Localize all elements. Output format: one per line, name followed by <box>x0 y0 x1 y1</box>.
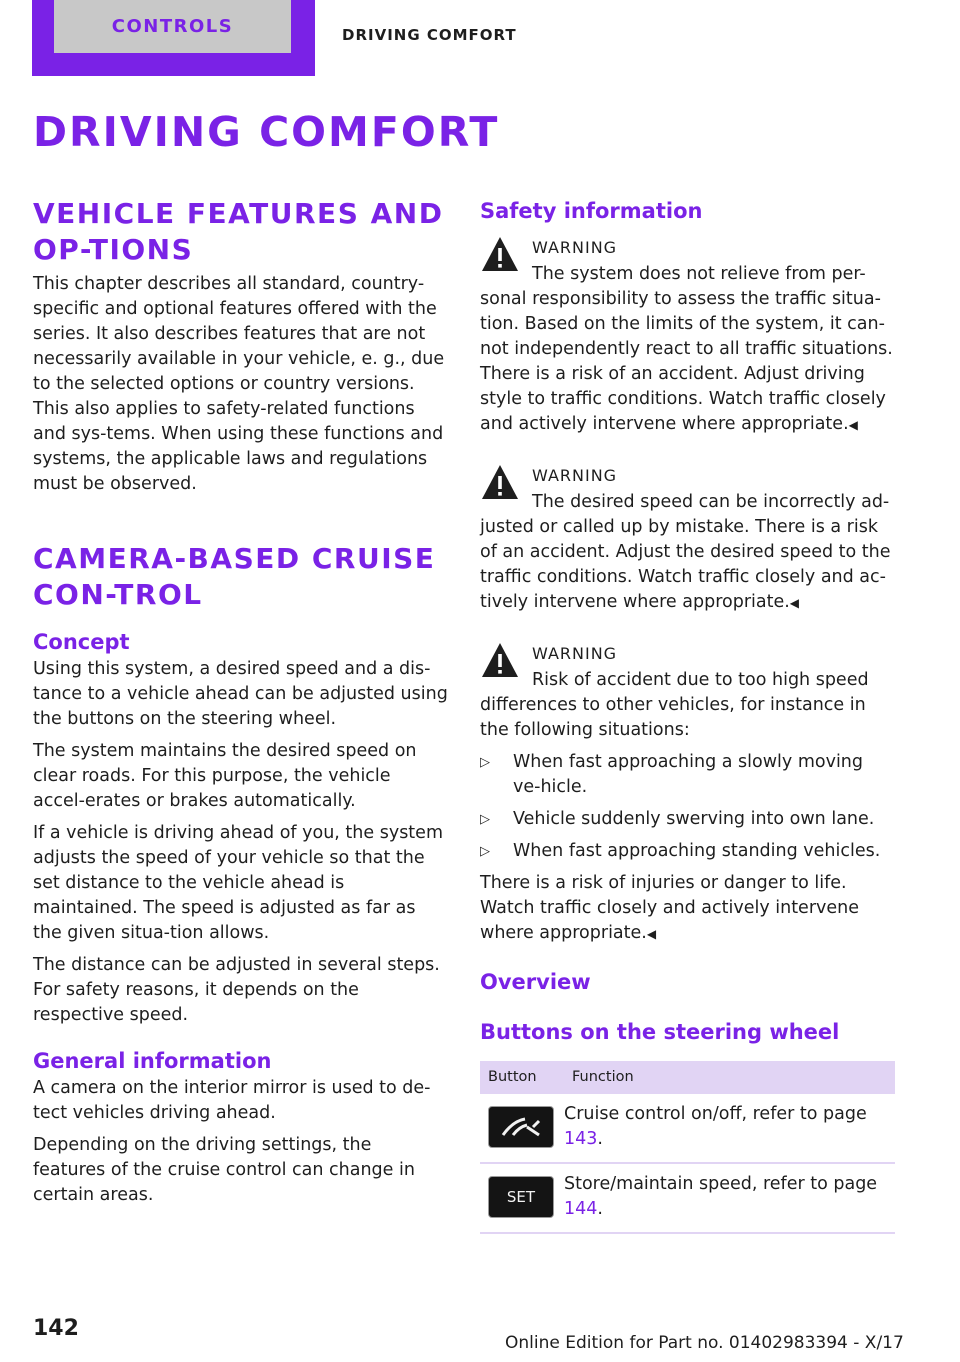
page-number: 142 <box>33 1316 79 1341</box>
function-text: Cruise control on/off, refer to page <box>564 1104 867 1124</box>
vehicle-features-text: This chapter describes all standard, country-specific and optional features offered with the series. It also describes features that are not necessarily available in your vehicle, e. g., due to the selected options or country versions. This also applies to safety-related functions and sys-tems. When using these functions and systems, the applicable laws and regulations must be observed. <box>33 274 445 494</box>
concept-paragraph-4: The distance can be adjusted in several steps. For safety reasons, it depends on the respective speed. <box>33 955 440 1025</box>
warning-label: WARNING <box>532 466 618 485</box>
buttons-table <box>480 1061 895 1234</box>
bullet-triangle-icon: ▷ <box>480 844 490 859</box>
warning-block <box>480 458 895 616</box>
breadcrumb: DRIVING COMFORT <box>342 26 517 44</box>
warning-triangle-icon <box>480 462 520 502</box>
end-mark-icon: ◀ <box>848 418 858 432</box>
table-row: Cruise control on/off, refer to page 143. <box>480 1094 895 1163</box>
footer-edition: Online Edition for Part no. 01402983394 - X/17 <box>505 1333 904 1353</box>
function-text: Store/maintain speed, refer to page <box>564 1174 878 1194</box>
overview-heading: Overview <box>480 970 591 994</box>
buttons-heading: Buttons on the steering wheel <box>480 1020 840 1044</box>
warning-triangle-icon <box>480 234 520 274</box>
warning-first-line: The desired speed can be incorrectly ad- <box>532 492 890 512</box>
column-header-button: Button <box>480 1061 564 1094</box>
warning-block <box>480 636 895 947</box>
section-heading-cruise-control: CAMERA-BASED CRUISE CON-TROL <box>33 542 436 611</box>
list-item: ▷ When fast approaching a slowly moving ve-hicle. <box>480 752 863 797</box>
bullet-triangle-icon: ▷ <box>480 755 490 770</box>
set-button-icon: SET <box>488 1176 554 1218</box>
general-paragraph-2: Depending on the driving settings, the features of the cruise control can change in certain areas. <box>33 1135 415 1205</box>
concept-heading: Concept <box>33 630 130 654</box>
bullet-triangle-icon: ▷ <box>480 812 490 827</box>
cruise-control-icon <box>488 1106 554 1148</box>
warning-first-line: Risk of accident due to too high speed <box>532 670 869 690</box>
warning-text: differences to other vehicles, for instance in the following situations: <box>480 695 866 740</box>
warning-label: WARNING <box>532 238 618 257</box>
warning-after-text: There is a risk of injuries or danger to life. Watch traffic closely and actively intervene where appropriate. <box>480 873 860 943</box>
warning-text: justed or called up by mistake. There is a risk of an accident. Adjust the desired speed to the traffic conditions. Watch traffic closely and ac-tively intervene where appropriate. <box>480 517 891 612</box>
list-item: ▷ When fast approaching standing vehicles. <box>480 839 895 864</box>
column-header-function: Function <box>564 1061 895 1094</box>
warning-text: sonal responsibility to assess the traffic situa-tion. Based on the limits of the system, it can-not independently react to all traffic situations. There is a risk of an accident. Adjust driving style to traffic conditions. Watch traffic closely and actively intervene where appropriate. <box>480 289 893 434</box>
concept-paragraph-3: If a vehicle is driving ahead of you, the system adjusts the speed of your vehicle so that the set distance to the vehicle ahead is maintained. The speed is adjusted as far as the given situa-tion allows. <box>33 823 443 943</box>
warning-triangle-icon <box>480 640 520 680</box>
page-reference-link[interactable]: 144 <box>564 1199 598 1219</box>
section-heading-vehicle-features: VEHICLE FEATURES AND OP-TIONS <box>33 197 444 266</box>
warning-first-line: The system does not relieve from per- <box>532 264 866 284</box>
warning-block <box>480 230 895 438</box>
general-paragraph-1: A camera on the interior mirror is used to de-tect vehicles driving ahead. <box>33 1078 431 1123</box>
table-row: SET Store/maintain speed, refer to page 144. <box>480 1163 895 1233</box>
safety-information-heading: Safety information <box>480 199 703 223</box>
concept-paragraph-2: The system maintains the desired speed on clear roads. For this purpose, the vehicle accel-erates or brakes automatically. <box>33 741 417 811</box>
list-item: ▷ Vehicle suddenly swerving into own lane. <box>480 807 895 832</box>
left-column <box>33 196 448 1215</box>
concept-paragraph-1: Using this system, a desired speed and a dis-tance to a vehicle ahead can be adjusted using the buttons on the steering wheel. <box>33 659 448 729</box>
right-column <box>480 196 895 1234</box>
general-information-heading: General information <box>33 1049 272 1073</box>
page-reference-link[interactable]: 143 <box>564 1129 598 1149</box>
page-title: DRIVING COMFORT <box>33 108 500 156</box>
situation-list <box>480 750 895 864</box>
chapter-tab-label: CONTROLS <box>54 0 291 53</box>
end-mark-icon: ◀ <box>789 596 800 610</box>
table-header-row <box>480 1061 895 1094</box>
end-mark-icon: ◀ <box>646 927 657 941</box>
warning-label: WARNING <box>532 644 618 663</box>
